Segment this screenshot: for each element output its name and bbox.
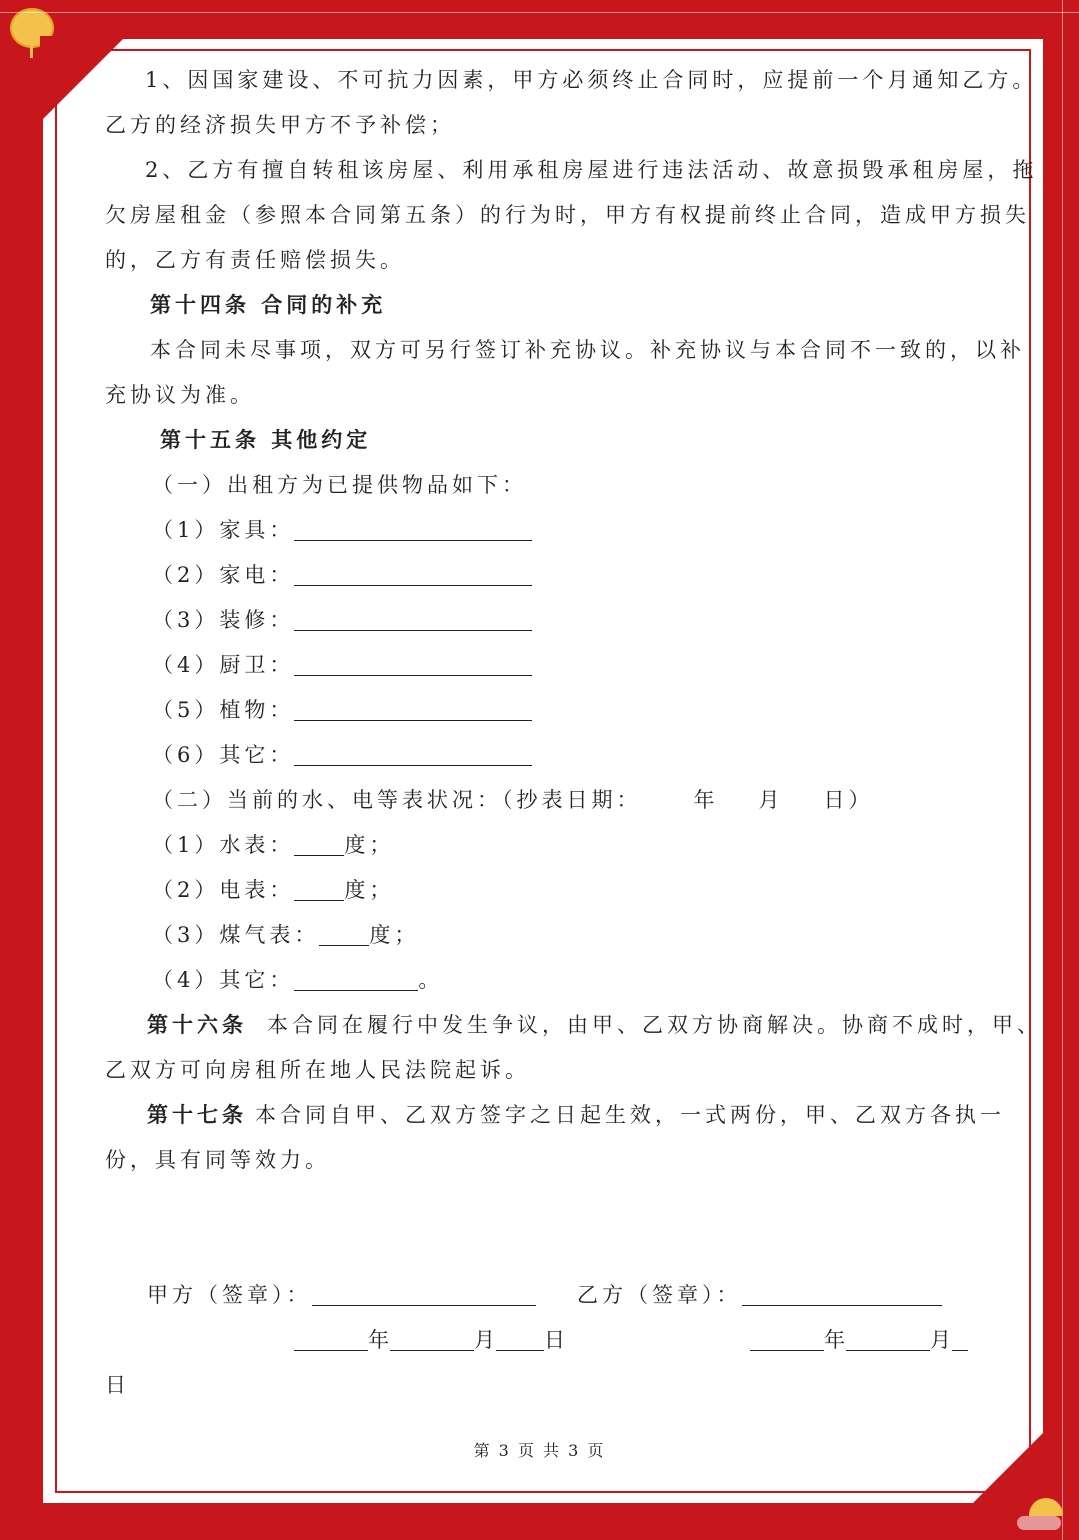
clause15-section1: （一）出租方为已提供物品如下： <box>152 473 527 497</box>
fill-blank[interactable] <box>294 655 532 676</box>
clause16-text: 本合同在履行中发生争议，由甲、乙双方协商解决。协商不成时，甲、 <box>267 1013 1042 1037</box>
meter-gas <box>152 919 419 949</box>
item-label: （4）厨卫： <box>152 653 295 677</box>
clause16-line1 <box>147 1009 1042 1039</box>
clause17-title: 第十七条 <box>147 1102 247 1127</box>
unit-label: 度； <box>344 833 395 857</box>
clause13-item2-line1: 2、乙方有擅自转租该房屋、利用承租房屋进行违法活动、故意损毁承租房屋，拖 <box>145 158 1038 182</box>
item-other <box>152 739 532 769</box>
fill-blank[interactable] <box>294 970 418 991</box>
item-label: （3）装修： <box>152 608 295 632</box>
item-label: （1）家具： <box>152 518 295 542</box>
year-blank[interactable] <box>294 1330 368 1351</box>
page-footer: 第 3 页 共 3 页 <box>473 1441 606 1460</box>
unit-label: 度； <box>369 923 420 947</box>
meter-label: （3）煤气表： <box>152 923 320 947</box>
month-blank[interactable] <box>846 1330 930 1351</box>
meter-other <box>152 964 443 994</box>
party-b-date <box>750 1324 968 1354</box>
party-b-day: 日 <box>105 1373 130 1397</box>
meter-label: （1）水表： <box>152 833 295 857</box>
frame-line <box>0 12 1079 13</box>
party-b-sign-blank[interactable] <box>742 1285 942 1306</box>
meter-electricity <box>152 874 394 904</box>
meter-label: （4）其它： <box>152 968 295 992</box>
fill-blank[interactable] <box>294 835 344 856</box>
meter-water <box>152 829 394 859</box>
item-kitchen-bath <box>152 649 532 679</box>
clause14-line1: 本合同未尽事项，双方可另行签订补充协议。补充协议与本合同不一致的，以补 <box>150 338 1025 362</box>
clause13-item1-line2: 乙方的经济损失甲方不予补偿； <box>105 113 455 137</box>
clause14-line2: 充协议为准。 <box>105 383 255 407</box>
clause17-line2: 份，具有同等效力。 <box>105 1148 330 1172</box>
clause16-title: 第十六条 <box>147 1012 247 1037</box>
fill-blank[interactable] <box>294 565 532 586</box>
clause13-item2-line2: 欠房屋租金（参照本合同第五条）的行为时，甲方有权提前终止合同，造成甲方损失 <box>105 203 1030 227</box>
clause13-item2-line3: 的，乙方有责任赔偿损失。 <box>105 248 405 272</box>
item-label: （6）其它： <box>152 743 295 767</box>
clause15-section2 <box>152 784 874 814</box>
fill-blank[interactable] <box>294 880 344 901</box>
section2-prefix: （二）当前的水、电等表状况：（抄表日期： <box>152 788 642 812</box>
clause14-title: 第十四条 合同的补充 <box>150 292 387 317</box>
fill-blank[interactable] <box>294 520 532 541</box>
frame-line <box>1062 0 1063 1540</box>
fill-blank[interactable] <box>294 610 532 631</box>
month-blank[interactable] <box>390 1330 474 1351</box>
meter-month-label: 月 <box>758 788 784 812</box>
year-blank[interactable] <box>750 1330 824 1351</box>
watermark-badge <box>1017 1516 1061 1530</box>
meter-day-label: 日） <box>823 788 874 812</box>
party-a-label: 甲方（签章）： <box>147 1283 312 1307</box>
lantern-tassel <box>30 46 33 58</box>
unit-label: 度； <box>344 878 395 902</box>
clause17-text: 本合同自甲、乙双方签字之日起生效，一式两份，甲、乙双方各执一 <box>255 1103 1005 1127</box>
month-label: 月 <box>930 1328 952 1352</box>
fill-blank[interactable] <box>294 745 532 766</box>
party-b-label: 乙方（签章）： <box>577 1283 742 1307</box>
clause16-line2: 乙双方可向房租所在地人民法院起诉。 <box>105 1058 530 1082</box>
item-appliances <box>152 559 532 589</box>
period-mark: 。 <box>418 968 444 992</box>
item-plants <box>152 694 532 724</box>
clause13-item1-line1: 1、因国家建设、不可抗力因素，甲方必须终止合同时，应提前一个月通知乙方。 <box>145 68 1038 92</box>
item-furniture <box>152 514 532 544</box>
clause15-title: 第十五条 其他约定 <box>160 427 372 452</box>
day-blank[interactable] <box>496 1330 544 1351</box>
party-a-sign-blank[interactable] <box>312 1285 536 1306</box>
year-label: 年 <box>368 1328 390 1352</box>
item-label: （2）家电： <box>152 563 295 587</box>
corner-decoration <box>43 39 123 119</box>
meter-year-label: 年 <box>693 788 719 812</box>
fill-blank[interactable] <box>294 700 532 721</box>
day-label: 日 <box>544 1328 566 1352</box>
fill-blank[interactable] <box>319 925 369 946</box>
month-label: 月 <box>474 1328 496 1352</box>
item-decoration <box>152 604 532 634</box>
party-a-signature <box>147 1279 536 1309</box>
clause17-line1 <box>147 1099 1005 1129</box>
item-label: （5）植物： <box>152 698 295 722</box>
meter-label: （2）电表： <box>152 878 295 902</box>
day-blank[interactable] <box>952 1330 968 1351</box>
year-label: 年 <box>824 1328 846 1352</box>
party-b-signature <box>577 1279 942 1309</box>
party-a-date <box>294 1324 566 1354</box>
